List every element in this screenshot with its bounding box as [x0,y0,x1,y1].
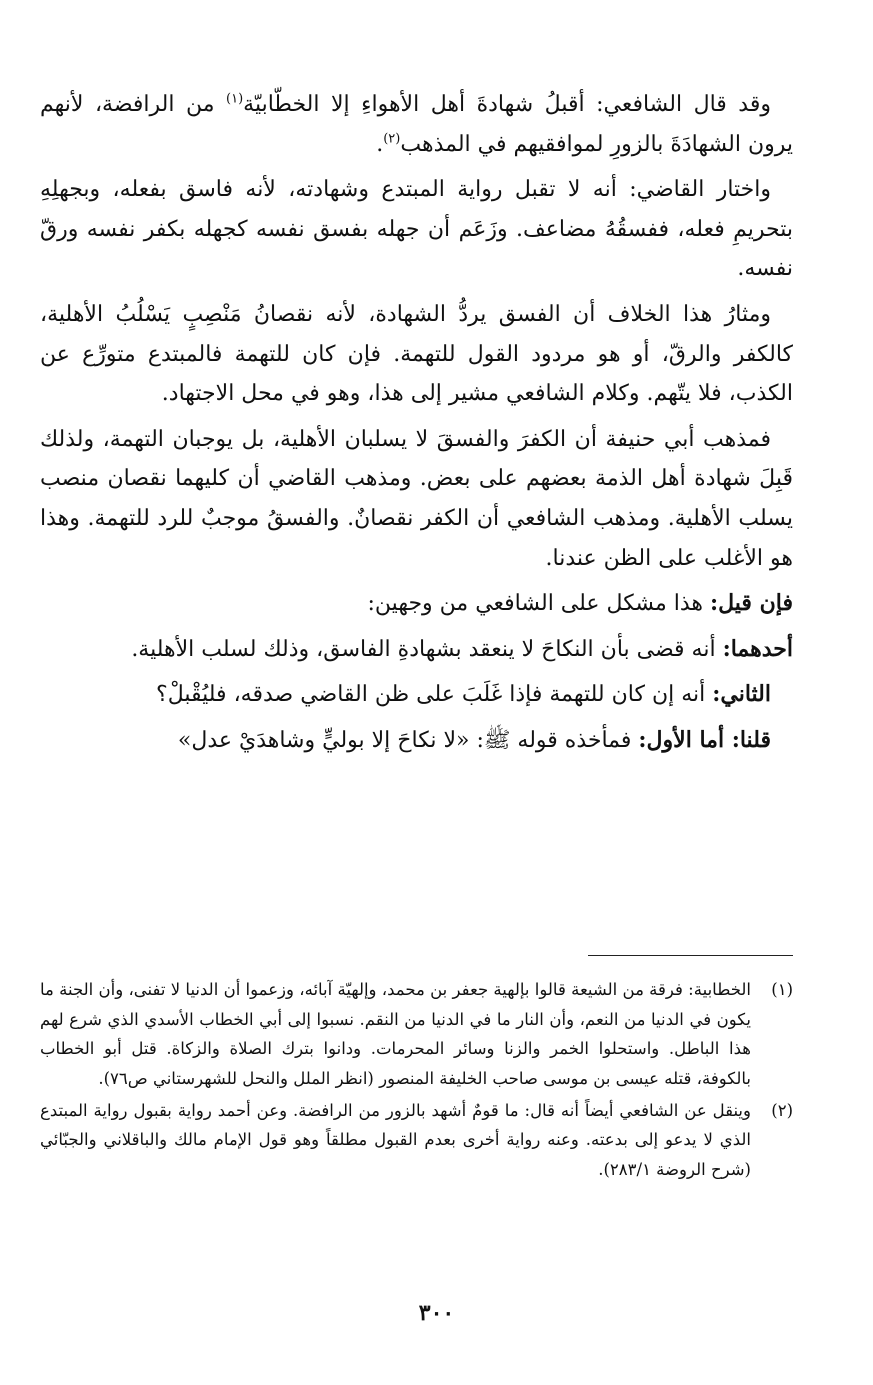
footnote-ref-2[interactable]: (٢) [383,131,401,147]
footnote-2-number: (٢) [771,1100,793,1120]
page-number: ٣٠٠ [418,1300,455,1326]
paragraph-5-text: هذا مشكل على الشافعي من وجهين: [367,591,711,617]
paragraph-7 [40,675,793,715]
paragraph-1-part-c: . [376,131,384,157]
footnote-2 [40,1096,793,1185]
paragraph-2: واختار القاضي: أنه لا تقبل رواية المبتدع وشهادته، لأنه فاسق بفعله، وبجهلِهِ بتحريمِ فعله، ففسقُهُ مضاعف. وزَعَم أن جهله بفسق نفسه كجهله بكفر نفسه ورقّ نفسه. [40,177,793,282]
paragraph-8-label: قلنا: أما الأول: [638,726,771,753]
footnote-1-text: الخطابية: فرقة من الشيعة قالوا بإلهية جعفر بن محمد، وإلهيّة آبائه، وزعموا أن الدنيا لا تفنى، وأن الجنة ما يكون في الدنيا من النعم، وأن النار ما في الدنيا من النقم. نسبوا إلى أبي الخطاب الأسدي الذي شرع لهم هذا الباطل. واستحلوا الخمر والزنا وسائر المحرمات. ودانوا بترك الصلاة والزكاة. قتل أبو الخطاب بالكوفة، قتله عيسى بن موسى صاحب الخليفة المنصور (انظر الملل والنحل للشهرستاني ص٧٦). [40,980,751,1089]
paragraph-1-part-a: وقد قال الشافعي: أقبلُ شهادةَ أهل الأهواءِ إلا الخطّابيّة [243,92,771,117]
paragraph-4: فمذهب أبي حنيفة أن الكفرَ والفسقَ لا يسلبان الأهلية، بل يوجبان التهمة، ولذلك قَبِلَ شهادة أهل الذمة بعضهم على بعض. ومذهب القاضي أن كليهما نقصان منصب يسلب الأهلية. ومذهب الشافعي أن الكفر نقصانٌ. والفسقُ موجبٌ للرد للتهمة. وهذا هو الأغلب على الظن عندنا. [40,426,793,571]
paragraph-7-label: الثاني: [712,681,771,708]
paragraph-1 [40,85,793,164]
page-body [40,85,793,767]
paragraph-3: ومثارُ هذا الخلاف أن الفسق يردُّ الشهادة، لأنه نقصانُ مَنْصِبٍ يَسْلُبُ الأهلية، كالكفر والرقّ، أو هو مردود القول للتهمة. فإن كان للتهمة فالمبتدع متورِّع عن الكذب، فلا يتّهم. وكلام الشافعي مشير إلى هذا، وهو في محل الاجتهاد. [40,301,793,407]
footnote-divider [588,955,793,956]
footnote-1 [40,975,793,1094]
footnote-1-number: (١) [771,980,793,999]
paragraph-8-text: فمأخذه قوله ﷺ: «لا نكاحَ إلا بوليٍّ وشاهدَيْ عدل» [177,727,639,753]
footnote-ref-1[interactable]: (١) [226,91,244,107]
paragraph-7-text: أنه إن كان للتهمة فإذا غَلَبَ على ظن القاضي صدقه، فليُقْبلْ؟ [156,682,713,708]
footnote-2-text: وينقل عن الشافعي أيضاً أنه قال: ما قومٌ أشهد بالزور من الرافضة. وعن أحمد رواية بقبول رواية المبتدع الذي لا يدعو إلى بدعته. وعنه رواية أخرى بعدم القبول مطلقاً وهو قول الإمام مالك والباقلاني والجبّائي (شرح الروضة ٢٨٣/١). [40,1100,751,1180]
paragraph-6 [40,630,793,670]
paragraph-6-label: أحدهما: [722,635,793,662]
paragraph-6-text: أنه قضى بأن النكاحَ لا ينعقد بشهادةِ الفاسق، وذلك لسلب الأهلية. [131,636,723,662]
paragraph-8 [40,721,793,761]
paragraph-5-label: فإن قيل: [710,590,793,617]
paragraph-1-part-b: من الرافضة، لأنهم يرون الشهادَةَ بالزورِ لموافقيهم في المذهب [40,92,793,157]
paragraph-5 [40,584,793,624]
footnotes [40,975,793,1187]
